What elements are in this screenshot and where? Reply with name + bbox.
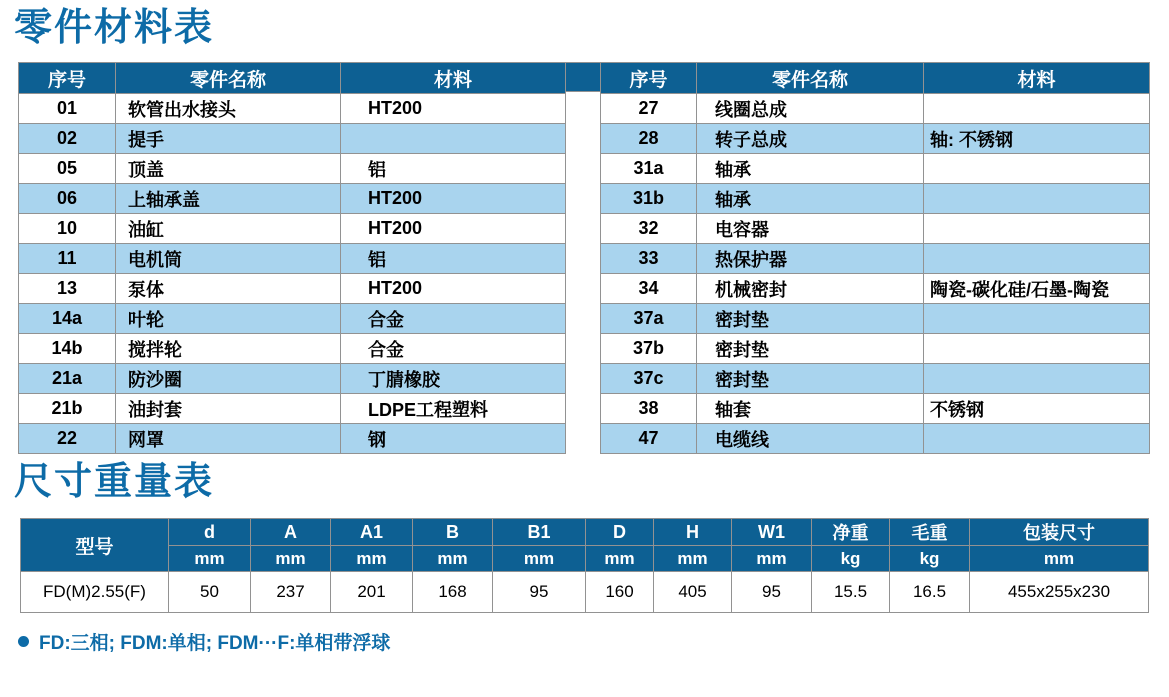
cell-value: 160 [586,572,654,613]
cell-material: HT200 [341,274,566,304]
table-gap-header [566,62,600,92]
cell-material: 合金 [341,334,566,364]
cell-no: 32 [601,214,697,244]
parts-row-32 [601,214,1150,244]
column-header-material: 材料 [341,63,566,94]
cell-name: 泵体 [116,274,341,304]
parts-row-22 [19,424,566,454]
cell-material: 铝 [341,244,566,274]
cell-name: 轴承 [697,184,924,214]
cell-no: 01 [19,94,116,124]
cell-name: 搅拌轮 [116,334,341,364]
parts-materials-tables [18,62,1169,454]
note-text: FD:三相; FDM:单相; FDM···F:单相带浮球 [39,633,391,654]
cell-value: 16.5 [890,572,970,613]
parts-row-21b [19,394,566,424]
cell-name: 热保护器 [697,244,924,274]
cell-no: 33 [601,244,697,274]
cell-name: 密封垫 [697,364,924,394]
cell-material: 合金 [341,304,566,334]
dimensions-table-title: 尺寸重量表 [14,461,215,503]
dims-row-FD(M)2.55(F) [21,572,1149,613]
cell-material: HT200 [341,214,566,244]
parts-table-left-header [19,63,566,94]
cell-value: 50 [169,572,251,613]
parts-row-34 [601,274,1150,304]
cell-name: 叶轮 [116,304,341,334]
column-unit-B1: mm [493,546,586,572]
column-header-no: 序号 [601,63,697,94]
cell-material: LDPE工程塑料 [341,394,566,424]
cell-material [924,304,1150,334]
parts-row-31a [601,154,1150,184]
cell-material [924,334,1150,364]
cell-model: FD(M)2.55(F) [21,572,169,613]
cell-no: 27 [601,94,697,124]
cell-name: 防沙圈 [116,364,341,394]
cell-name: 密封垫 [697,334,924,364]
column-header-no: 序号 [19,63,116,94]
cell-material: 钢 [341,424,566,454]
column-header-D: D [586,519,654,546]
dimensions-weight-table [20,518,1149,613]
datasheet-page [0,6,1169,697]
cell-no: 11 [19,244,116,274]
parts-table-right [600,62,1150,454]
cell-value: 201 [331,572,413,613]
column-header-model: 型号 [21,519,169,572]
cell-name: 油封套 [116,394,341,424]
cell-name: 电容器 [697,214,924,244]
cell-material: 丁腈橡胶 [341,364,566,394]
parts-table-title: 零件材料表 [14,7,215,49]
cell-name: 电缆线 [697,424,924,454]
parts-row-06 [19,184,566,214]
column-header-A: A [251,519,331,546]
parts-row-14b [19,334,566,364]
column-unit-d: mm [169,546,251,572]
parts-row-14a [19,304,566,334]
cell-no: 38 [601,394,697,424]
column-header-d: d [169,519,251,546]
cell-material [924,364,1150,394]
column-header-W1: W1 [732,519,812,546]
parts-row-37c [601,364,1150,394]
column-unit-H: mm [654,546,732,572]
column-header-H: H [654,519,732,546]
column-unit-D: mm [586,546,654,572]
dimensions-table-header [21,519,1149,572]
cell-name: 轴套 [697,394,924,424]
cell-material: HT200 [341,94,566,124]
parts-row-37b [601,334,1150,364]
parts-row-05 [19,154,566,184]
cell-no: 14a [19,304,116,334]
cell-no: 37b [601,334,697,364]
cell-material: 不锈钢 [924,394,1150,424]
parts-row-27 [601,94,1150,124]
parts-row-31b [601,184,1150,214]
column-unit-A1: mm [331,546,413,572]
cell-no: 06 [19,184,116,214]
cell-value: 237 [251,572,331,613]
parts-row-38 [601,394,1150,424]
cell-no: 21b [19,394,116,424]
column-unit-净重: kg [812,546,890,572]
cell-name: 提手 [116,124,341,154]
cell-name: 机械密封 [697,274,924,304]
column-header-name: 零件名称 [116,63,341,94]
cell-value: 168 [413,572,493,613]
cell-value: 15.5 [812,572,890,613]
cell-no: 05 [19,154,116,184]
cell-no: 21a [19,364,116,394]
parts-row-37a [601,304,1150,334]
cell-name: 电机筒 [116,244,341,274]
cell-no: 22 [19,424,116,454]
column-header-净重: 净重 [812,519,890,546]
cell-material [924,184,1150,214]
parts-row-01 [19,94,566,124]
dims-unit-row [21,546,1149,572]
parts-row-13 [19,274,566,304]
cell-no: 28 [601,124,697,154]
parts-row-02 [19,124,566,154]
column-unit-毛重: kg [890,546,970,572]
cell-value: 95 [493,572,586,613]
parts-row-47 [601,424,1150,454]
header-row [601,63,1150,94]
model-legend-note [18,628,1169,655]
cell-name: 线圈总成 [697,94,924,124]
cell-material [924,214,1150,244]
cell-name: 密封垫 [697,304,924,334]
cell-material: HT200 [341,184,566,214]
column-unit-B: mm [413,546,493,572]
parts-table-left [18,62,566,454]
cell-material: 陶瓷-碳化硅/石墨-陶瓷 [924,274,1150,304]
cell-name: 顶盖 [116,154,341,184]
cell-no: 37a [601,304,697,334]
table-gap [566,62,600,92]
cell-no: 31b [601,184,697,214]
cell-no: 34 [601,274,697,304]
parts-row-11 [19,244,566,274]
column-header-name: 零件名称 [697,63,924,94]
cell-material [924,424,1150,454]
parts-row-21a [19,364,566,394]
parts-table-right-header [601,63,1150,94]
parts-row-28 [601,124,1150,154]
header-row [19,63,566,94]
column-header-B: B [413,519,493,546]
dims-label-row [21,519,1149,546]
cell-no: 13 [19,274,116,304]
cell-no: 47 [601,424,697,454]
parts-row-33 [601,244,1150,274]
bullet-icon [18,636,29,647]
cell-material [924,154,1150,184]
cell-material: 轴: 不锈钢 [924,124,1150,154]
column-header-包装尺寸: 包装尺寸 [970,519,1149,546]
cell-name: 网罩 [116,424,341,454]
column-header-毛重: 毛重 [890,519,970,546]
column-unit-A: mm [251,546,331,572]
parts-row-10 [19,214,566,244]
cell-no: 31a [601,154,697,184]
cell-name: 油缸 [116,214,341,244]
column-header-B1: B1 [493,519,586,546]
cell-material [341,124,566,154]
column-unit-包装尺寸: mm [970,546,1149,572]
cell-no: 02 [19,124,116,154]
cell-material: 铝 [341,154,566,184]
cell-value: 405 [654,572,732,613]
cell-name: 轴承 [697,154,924,184]
column-unit-W1: mm [732,546,812,572]
cell-material [924,244,1150,274]
column-header-material: 材料 [924,63,1150,94]
cell-no: 37c [601,364,697,394]
cell-no: 14b [19,334,116,364]
cell-value: 455x255x230 [970,572,1149,613]
cell-value: 95 [732,572,812,613]
cell-no: 10 [19,214,116,244]
cell-name: 转子总成 [697,124,924,154]
cell-name: 软管出水接头 [116,94,341,124]
cell-name: 上轴承盖 [116,184,341,214]
column-header-A1: A1 [331,519,413,546]
cell-material [924,94,1150,124]
